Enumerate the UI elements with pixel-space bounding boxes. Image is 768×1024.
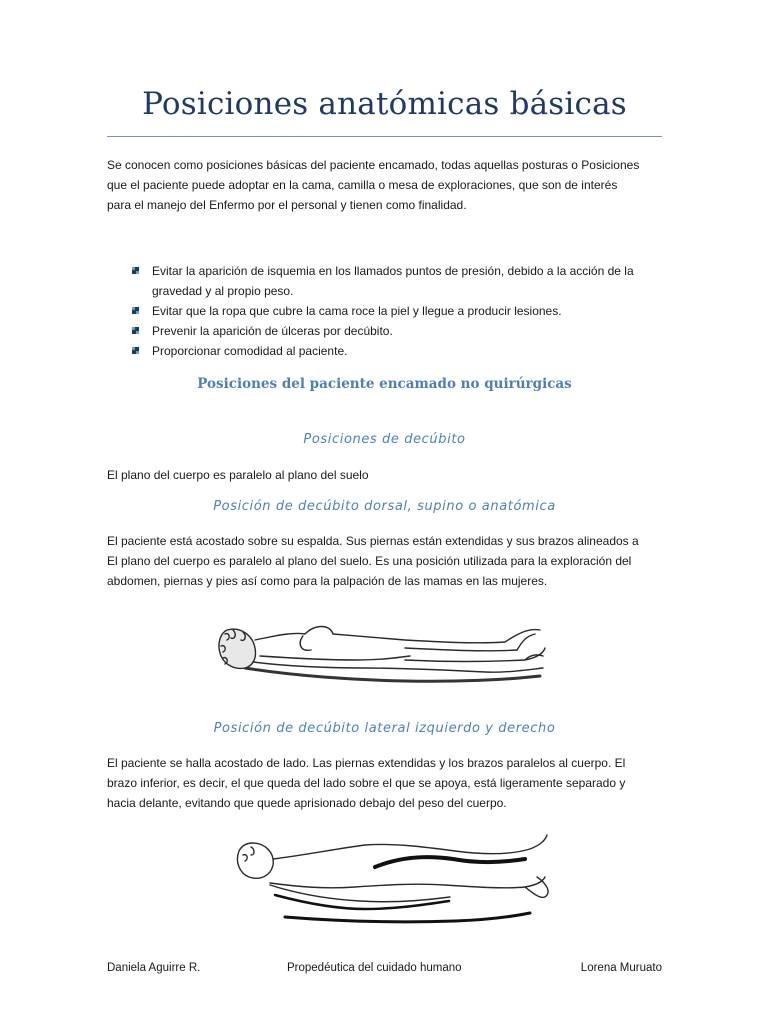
lateral-body-drawing [225, 825, 555, 930]
intro-paragraph [107, 155, 662, 215]
footer-author-right: Lorena Muruato [580, 962, 662, 974]
square-bullet-icon [132, 347, 139, 354]
list-item-text: gravedad y al propio peso. [152, 284, 294, 298]
purpose-list [132, 261, 672, 361]
dorsal-paragraph [107, 531, 662, 591]
subheading-decubito: Posiciones de decúbito [303, 432, 466, 447]
intro-line: que el paciente puede adoptar en la cama, camilla o mesa de exploraciones, que son de interés [107, 178, 618, 192]
supine-position-illustration [205, 610, 555, 695]
list-item [132, 261, 672, 301]
list-item [132, 301, 672, 321]
decubito-paragraph [107, 465, 662, 485]
square-bullet-icon [132, 307, 139, 314]
dorsal-line: El paciente está acostado sobre su espalda. Sus piernas están extendidas y sus brazos alineados a [107, 534, 639, 548]
list-item-text: Evitar que la ropa que cubre la cama roce la piel y llegue a producir lesiones. [152, 304, 562, 318]
square-bullet-icon [132, 267, 139, 274]
footer-course: Propedéutica del cuidado humano [287, 962, 462, 974]
lateral-line: brazo inferior, es decir, el que queda del lado sobre el que se apoya, está ligeramente separado y [107, 776, 626, 790]
list-item [132, 321, 672, 341]
supine-body-drawing [205, 610, 555, 695]
intro-line: Se conocen como posiciones básicas del paciente encamado, todas aquellas posturas o Posiciones [107, 158, 640, 172]
subheading-dorsal: Posición de decúbito dorsal, supino o anatómica [213, 499, 556, 514]
list-item-text: Evitar la aparición de isquemia en los llamados puntos de presión, debido a la acción de la [152, 264, 634, 278]
intro-line: para el manejo del Enfermo por el personal y tienen como finalidad. [107, 198, 467, 212]
footer-author-left: Daniela Aguirre R. [107, 962, 201, 974]
page-title: Posiciones anatómicas básicas [142, 86, 627, 122]
title-underline [107, 136, 662, 137]
list-item [132, 341, 672, 361]
list-item-text: Proporcionar comodidad al paciente. [152, 344, 348, 358]
dorsal-line: El plano del cuerpo es paralelo al plano del suelo. Es una posición utilizada para la exploración del [107, 554, 632, 568]
lateral-paragraph [107, 753, 662, 813]
section-heading: Posiciones del paciente encamado no quirúrgicas [197, 376, 572, 392]
lateral-line: hacia delante, evitando que quede aprisionado debajo del peso del cuerpo. [107, 796, 507, 810]
lateral-position-illustration [225, 825, 555, 930]
subheading-lateral: Posición de decúbito lateral izquierdo y derecho [213, 721, 556, 736]
square-bullet-icon [132, 327, 139, 334]
dorsal-line: abdomen, piernas y pies así como para la palpación de las mamas en las mujeres. [107, 574, 548, 588]
decubito-text: El plano del cuerpo es paralelo al plano del suelo [107, 468, 369, 482]
lateral-line: El paciente se halla acostado de lado. Las piernas extendidas y los brazos paralelos al cuerpo. El [107, 756, 626, 770]
page-footer [107, 962, 662, 982]
list-item-text: Prevenir la aparición de úlceras por decúbito. [152, 324, 393, 338]
